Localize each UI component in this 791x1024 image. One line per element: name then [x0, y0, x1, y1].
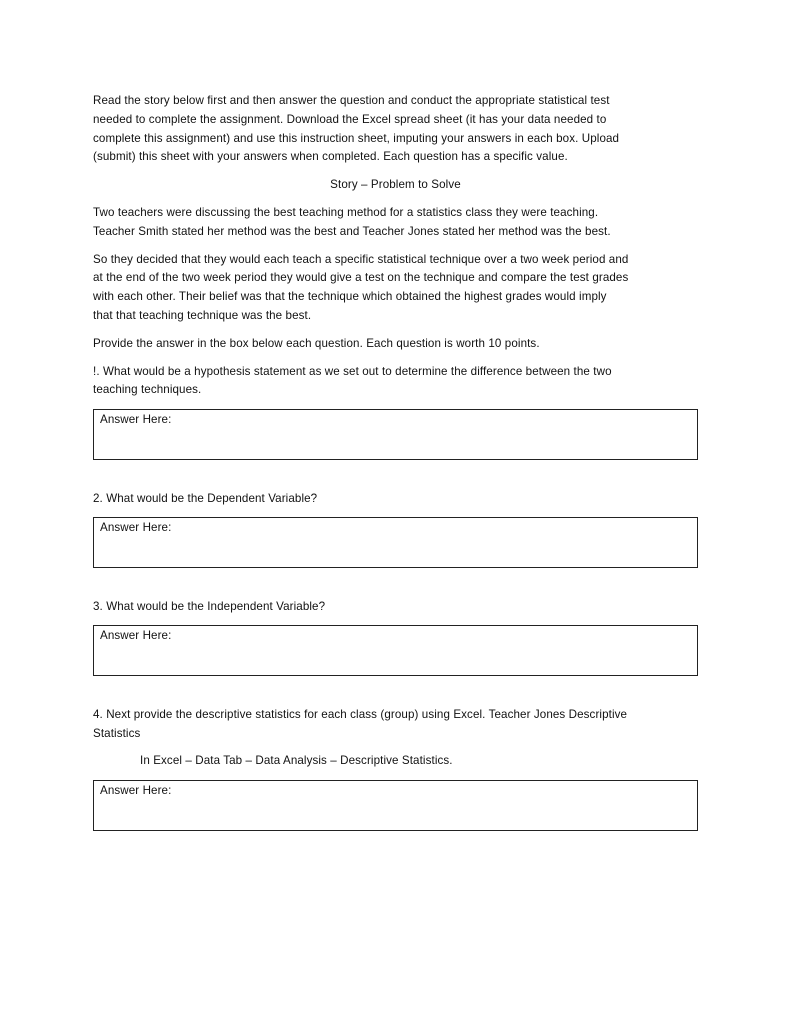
story-line: at the end of the two week period they would give a test on the technique and compare the test grades [93, 271, 629, 285]
question-4 [93, 706, 698, 744]
story-title: Story – Problem to Solve [330, 178, 461, 192]
answer-box-2[interactable] [93, 517, 698, 568]
story-paragraph-2 [93, 251, 698, 326]
story-line: Teacher Smith stated her method was the best and Teacher Jones stated her method was the best. [93, 224, 611, 238]
spacer [93, 460, 698, 490]
answer-label: Answer Here: [100, 520, 172, 534]
answer-label: Answer Here: [100, 628, 172, 642]
question-3 [93, 598, 698, 617]
question-1 [93, 363, 698, 401]
answer-label: Answer Here: [100, 784, 172, 798]
question-line: 2. What would be the Dependent Variable? [93, 492, 318, 506]
intro-line: Read the story below first and then answer the question and conduct the appropriate statistical test [93, 94, 610, 107]
intro-line: complete this assignment) and use this instruction sheet, imputing your answers in each box. Upload [93, 131, 620, 145]
spacer [93, 568, 698, 598]
story-paragraph-1 [93, 204, 698, 242]
question-line: 4. Next provide the descriptive statistics for each class (group) using Excel. Teacher Jones Descriptive [93, 707, 628, 721]
question-line: 3. What would be the Independent Variable? [93, 599, 326, 613]
intro-line: (submit) this sheet with your answers when completed. Each question has a specific value. [93, 150, 568, 164]
intro-line: needed to complete the assignment. Download the Excel spread sheet (it has your data needed to [93, 112, 607, 126]
answer-box-4[interactable] [93, 780, 698, 831]
story-line: So they decided that they would each teach a specific statistical technique over a two week period and [93, 252, 629, 266]
story-line: that that teaching technique was the best. [93, 308, 312, 322]
question-line: teaching techniques. [93, 383, 202, 397]
question-line: Statistics [93, 726, 141, 740]
answer-label: Answer Here: [100, 413, 172, 427]
intro-paragraph [93, 92, 698, 167]
answer-box-3[interactable] [93, 625, 698, 676]
answer-box-1[interactable] [93, 409, 698, 460]
excel-instruction-note: In Excel – Data Tab – Data Analysis – Descriptive Statistics. [140, 754, 453, 768]
story-line: with each other. Their belief was that the technique which obtained the highest grades would imply [93, 290, 607, 304]
spacer [93, 676, 698, 706]
question-2 [93, 490, 698, 509]
instructions: Provide the answer in the box below each question. Each question is worth 10 points. [93, 336, 540, 350]
question-line: !. What would be a hypothesis statement as we set out to determine the difference between the two [93, 364, 612, 378]
document-page [93, 92, 698, 831]
story-line: Two teachers were discussing the best teaching method for a statistics class they were teaching. [93, 205, 599, 219]
